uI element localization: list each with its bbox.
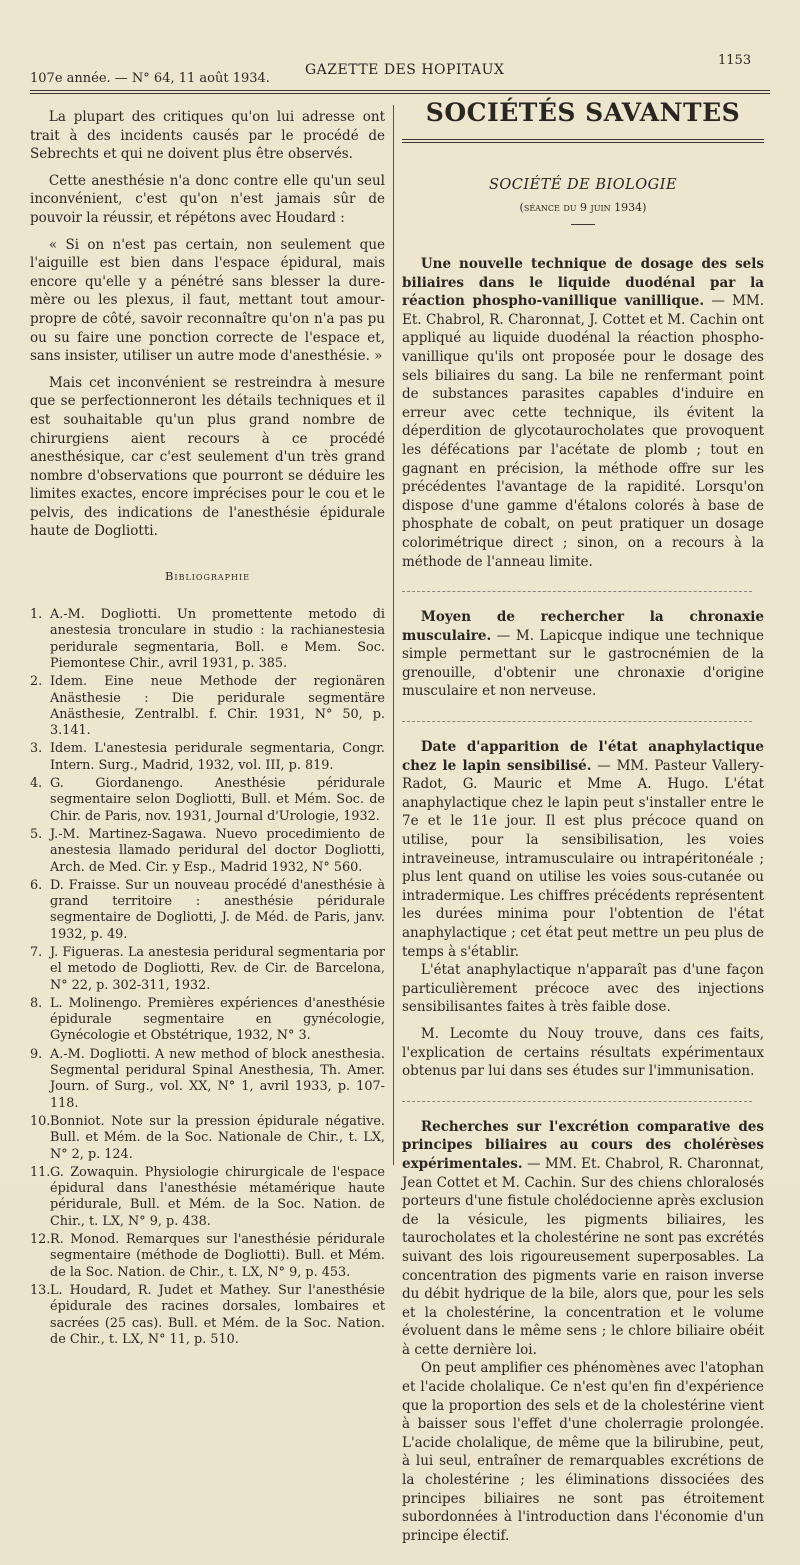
reference-text: L. Molinengo. Premières expériences d'anesthésie épidurale segmentaire en gynécologie, Gynécologie et Obstétrique, 1932, N° 3.: [50, 995, 385, 1044]
page-header: [0, 0, 800, 100]
article: [402, 608, 764, 701]
reference-number: 3.: [30, 741, 43, 757]
reference-number: 13.: [30, 1282, 51, 1298]
article-separator: [402, 591, 752, 592]
column-divider: [393, 105, 394, 1165]
article: [402, 255, 764, 571]
reference-item: [30, 607, 385, 672]
reference-text: G. Zowaquin. Physiologie chirurgicale de l'espace épidural dans l'anesthésie métamérique haute péridurale, Bull. et Mém. de la Soc. Nation. de Chir., t. LX, N° 9, p. 438.: [50, 1164, 385, 1229]
reference-number: 12.: [30, 1232, 51, 1248]
reference-text: Idem. Eine neue Methode der regionären Anästhesie : Die peridurale segmentäre Anästhesie, Zentralbl. f. Chir. 1931, N° 50, p. 3.141.: [50, 674, 385, 739]
article-paragraph: L'état anaphylactique n'apparaît pas d'une façon particulièrement précoce avec des injections sensibilisantes faites à très faible dose.: [402, 962, 764, 1016]
reference-text: J. Figueras. La anestesia peridural segmentaria por el metodo de Dogliotti, Rev. de Cir. de Barcelona, N° 22, p. 302-311, 1932.: [50, 945, 385, 993]
article: [402, 1118, 764, 1546]
reference-text: R. Monod. Remarques sur l'anesthésie péridurale segmentaire (méthode de Dogliotti). Bull. et Mém. de la Soc. Nation. de Chir., t. LX, N° 9, p. 453.: [50, 1232, 385, 1280]
right-column: [402, 96, 764, 1565]
reference-item: [30, 1047, 385, 1112]
quotation: « Si on n'est pas certain, non seulement que l'aiguille est bien dans l'espace épidural, mais encore qu'elle y a pénétré sans blesser la dure-mère ou les plexus, il faut, mettant tout amour-propre de côté, savoir reconnaître qu'on n'a pas pu ou su faire une ponction correcte de l'espace et, sans insister, utiliser un autre mode d'anesthésie. »: [30, 236, 385, 365]
article-title: Recherches sur l'excrétion comparative des principes biliaires au cours des cholérèses expérimentales.: [402, 1118, 764, 1172]
reference-number: 4.: [30, 776, 43, 792]
article-paragraph: M. Lecomte du Nouy trouve, dans ces faits, l'explication de certains résultats expérimentaux obtenus par lui dans ses études sur l'immunisation.: [402, 1025, 764, 1080]
section-title: SOCIÉTÉS SAVANTES: [425, 98, 741, 127]
section-rule: [402, 139, 764, 143]
reference-number: 7.: [30, 945, 43, 960]
reference-item: [30, 1283, 385, 1348]
bibliography-list: [30, 607, 385, 1348]
article-body: — MM. Et. Chabrol, R. Charonnat, Jean Cottet et M. Cachin. Sur des chiens chloralosés porteurs d'une fistule cholédocienne après exclusion de la vésicule, les pigments biliaires, les taurocholates et la cholestérine ne sont pas excrétés suivant des lois rigoureusement superposables. La concentration des pigments varie en raison inverse du débit hydrique de la bile, alors que, pour les sels et la cholestérine, la concentration et le volume évoluent dans le même sens ; le chlore biliaire obéit à cette dernière loi.: [402, 1155, 764, 1358]
reference-item: [30, 827, 385, 876]
article-separator: [402, 1101, 752, 1102]
page-number: 1153: [718, 53, 752, 68]
left-column: [30, 108, 385, 1350]
article-title: Date d'apparition de l'état anaphylactique chez le lapin sensibilisé.: [402, 739, 764, 774]
paragraph: La plupart des critiques qu'on lui adresse ont trait à des incidents causés par le procédé de Sebrechts et qui ne doivent plus être observés.: [30, 109, 385, 163]
reference-number: 2.: [30, 674, 43, 690]
bibliography-heading: Bibliographie: [164, 569, 251, 584]
reference-text: Idem. L'anestesia peridurale segmentaria, Congr. Intern. Surg., Madrid, 1932, vol. III, p. 819.: [50, 741, 385, 773]
reference-number: 8.: [30, 995, 43, 1011]
reference-number: 1.: [30, 607, 43, 623]
paragraph: Cette anesthésie n'a donc contre elle qu'un seul inconvénient, c'est qu'on n'est jamais sûr de pouvoir la réussir, et répétons avec Houdard :: [30, 172, 385, 226]
reference-text: A.-M. Dogliotti. Un promettente metodo di anestesia tronculare in studio : la rachianestesia peridurale segmentaria, Boll. e Mem. Soc. Piemontese Chir., avril 1931, p. 385.: [50, 607, 385, 671]
reference-number: 6.: [30, 877, 43, 893]
reference-item: [30, 741, 385, 774]
reference-number: 9.: [30, 1046, 43, 1062]
reference-text: L. Houdard, R. Judet et Mathey. Sur l'anesthésie épidurale des racines dorsales, lombaires et sacrées (25 cas). Bull. et Mém. de la Soc. Nation. de Chir., t. LX, N° 11, p. 510.: [50, 1282, 385, 1347]
issue-line: 107e année. — N° 64, 11 août 1934.: [30, 71, 270, 86]
reference-number: 10.: [30, 1113, 51, 1129]
reference-text: G. Giordanengo. Anesthésie péridurale segmentaire selon Dogliotti, Bull. et Mém. Soc. de Chir. de Paris, nov. 1931, Journal d'Urologie, 1932.: [50, 776, 385, 824]
reference-text: Bonniot. Note sur la pression épidurale négative. Bull. et Mém. de la Soc. Nationale de Chir., t. LX, N° 2, p. 124.: [50, 1113, 385, 1162]
reference-item: [30, 1114, 385, 1163]
article-title: Une nouvelle technique de dosage des sels biliaires dans le liquide duodénal par la réaction phospho-vanillique vanillique.: [402, 256, 764, 310]
article-separator: [402, 721, 752, 722]
article: [402, 738, 764, 1081]
reference-item: [30, 1165, 385, 1230]
reference-number: 11.: [30, 1164, 51, 1180]
session-date: (séance du 9 juin 1934): [519, 201, 647, 214]
article-body: — MM. Pasteur Vallery-Radot, G. Mauric et Mme A. Hugo. L'état anaphylactique chez le lapin peut s'installer entre le 7e et le 11e jour. Il est plus précoce quand on utilise, pour la sensibilisation, les voies intraveineuse, intramusculaire ou intrapéritonéale ; plus lent quand on utilise les voies sous-cutanée ou intradermique. Les chiffres précédents représentent les durées minima pour l'obtention de l'état anaphylactique ; cet état peut mettre un peu plus de temps à s'établir.: [402, 757, 764, 960]
article-body: — MM. Et. Chabrol, R. Charonnat, J. Cottet et M. Cachin ont appliqué au liquide duodénal la réaction phospho-vanillique qu'ils ont proposée pour le dosage des sels biliaires du sang. La bile ne renfermant point de substances parasites capables d'induire en erreur avec cette technique, ils évitent la déperdition de glycotaurocholates que provoquent les défécations par l'acétate de plomb ; tout en gagnant en précision, la méthode offre sur les précédentes l'avantage de la rapidité. Lorsqu'on dispose d'une gamme d'étalons colorés à base de phosphate de cobalt, on peut pratiquer un dosage colorimétrique direct ; sinon, on a recours à la méthode de l'anneau limite.: [402, 293, 764, 570]
reference-text: J.-M. Martinez-Sagawa. Nuevo procedimiento de anestesia llamado peridural del doctor Dogliotti, Arch. de Med. Cir. y Esp., Madrid 1932, N° 560.: [50, 826, 385, 875]
reference-item: [30, 996, 385, 1045]
reference-text: A.-M. Dogliotti. A new method of block anesthesia. Segmental peridural Spinal Anesthesia, Th. Amer. Journ. of Surg., vol. XX, N° 1, avril 1933, p. 107-118.: [50, 1046, 385, 1111]
header-rule: [30, 90, 770, 91]
society-title: SOCIÉTÉ DE BIOLOGIE: [488, 177, 678, 193]
reference-text: D. Fraisse. Sur un nouveau procédé d'anesthésie à grand territoire : anesthésie péridurale segmentaire de Dogliotti, J. de Méd. de Paris, janv. 1932, p. 49.: [50, 877, 385, 942]
reference-item: [30, 674, 385, 739]
reference-item: [30, 1232, 385, 1281]
reference-number: 5.: [30, 826, 43, 842]
reference-item: [30, 776, 385, 825]
article-title: Moyen de rechercher la chronaxie musculaire.: [402, 609, 764, 644]
article-paragraph: On peut amplifier ces phénomènes avec l'atophan et l'acide cholalique. Ce n'est qu'en fin d'expérience que la proportion des sels et de la cholestérine vient à baisser sous l'effet d'une cholerragie prolongée. L'acide cholalique, de même que la bilirubine, peut, à lui seul, entraîner de remarquables excrétions de la cholestérine ; les éliminations dissociées des principes biliaires ne sont pas étroitement subordonnées à l'introduction dans l'économie d'un principe électif.: [402, 1360, 764, 1544]
journal-title: GAZETTE DES HOPITAUX: [305, 62, 505, 78]
reference-item: [30, 878, 385, 943]
reference-item: [30, 945, 385, 994]
header-rule-2: [30, 93, 770, 94]
short-divider: [571, 224, 595, 225]
article-body: — M. Lapicque indique une technique simple permettant sur le gastrocnémien de la grenouille, d'obtenir une chronaxie d'origine musculaire et non nerveuse.: [402, 627, 764, 700]
paragraph: Mais cet inconvénient se restreindra à mesure que se perfectionneront les détails techniques et il est souhaitable qu'un plus grand nombre de chirurgiens aient recours à ce procédé anesthésique, car c'est seulement d'un très grand nombre d'observations que pourront se déduire les limites exactes, encore imprécises pour le cou et le pelvis, des indications de l'anesthésie épidurale haute de Dogliotti.: [30, 374, 385, 540]
